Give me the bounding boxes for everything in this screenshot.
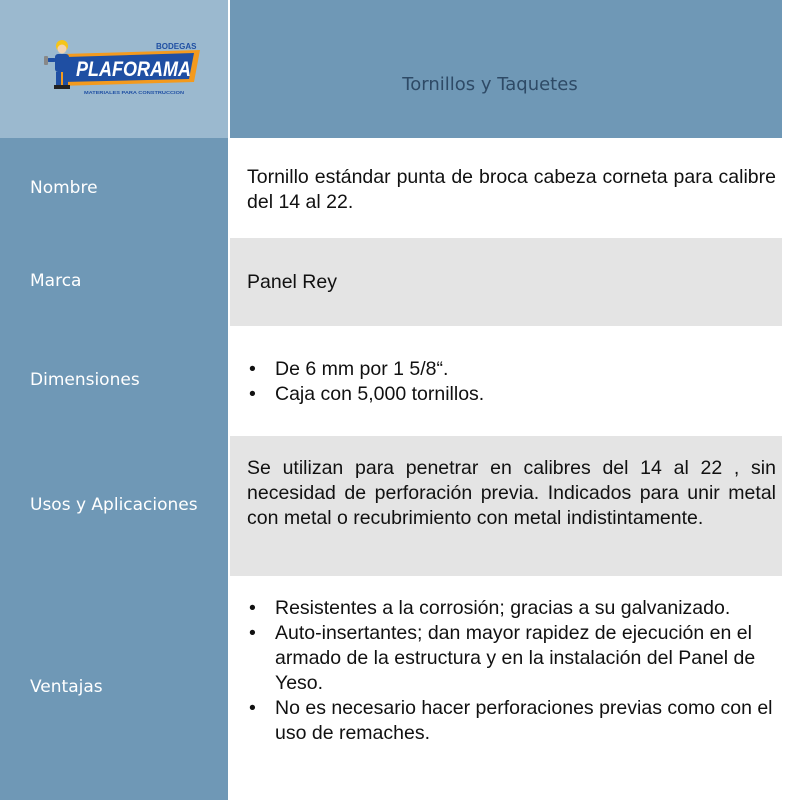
plaforama-logo xyxy=(44,36,204,98)
header-cell xyxy=(230,0,782,138)
usos-aplicaciones-value: Se utilizan para penetrar en calibres del 14 al 22 , sin necesidad de perforación previa. Indicados para unir metal con metal o recubrimiento con metal indistintamente. xyxy=(247,457,776,529)
list-item: • De 6 mm por 1 5/8“. xyxy=(249,358,449,380)
row-marca xyxy=(230,238,782,326)
left-column xyxy=(0,0,228,800)
row-ventajas xyxy=(230,576,782,800)
page-title: Tornillos y Taquetes xyxy=(402,74,578,95)
brand-top-text: BODEGAS xyxy=(156,42,197,51)
worker-mascot-icon xyxy=(44,40,70,89)
row-usos-aplicaciones xyxy=(230,436,782,576)
label-usos-aplicaciones: Usos y Aplicaciones xyxy=(30,495,198,515)
label-dimensiones: Dimensiones xyxy=(30,370,140,390)
bullet-icon: • xyxy=(249,383,256,405)
label-marca: Marca xyxy=(30,271,82,291)
bullet-icon: • xyxy=(249,597,256,619)
list-item: • Auto-insertantes; dan mayor rapidez de ejecución en el armado de la estructura y en la instalación del Panel de Yeso. xyxy=(249,622,756,694)
nombre-value: Tornillo estándar punta de broca cabeza corneta para calibre del 14 al 22. xyxy=(247,166,776,213)
list-item: • Resistentes a la corrosión; gracias a su galvanizado. xyxy=(249,597,731,619)
bullet-icon: • xyxy=(249,622,256,644)
brand-name-text: PLAFORAMA xyxy=(76,58,191,81)
label-column xyxy=(0,138,228,800)
row-dimensiones xyxy=(230,326,782,436)
logo-cell xyxy=(0,0,228,138)
dimensiones-list xyxy=(247,357,776,407)
label-nombre: Nombre xyxy=(30,178,98,198)
row-nombre xyxy=(230,138,782,238)
list-item: • Caja con 5,000 tornillos. xyxy=(249,383,485,405)
marca-value: Panel Rey xyxy=(247,271,337,293)
brand-tagline-text: MATERIALES PARA CONSTRUCCION xyxy=(84,90,185,95)
ventajas-list xyxy=(247,596,776,746)
label-ventajas: Ventajas xyxy=(30,677,103,697)
list-item: • No es necesario hacer perforaciones previas como con el uso de remaches. xyxy=(249,697,773,744)
bullet-icon: • xyxy=(249,697,256,719)
bullet-icon: • xyxy=(249,358,256,380)
